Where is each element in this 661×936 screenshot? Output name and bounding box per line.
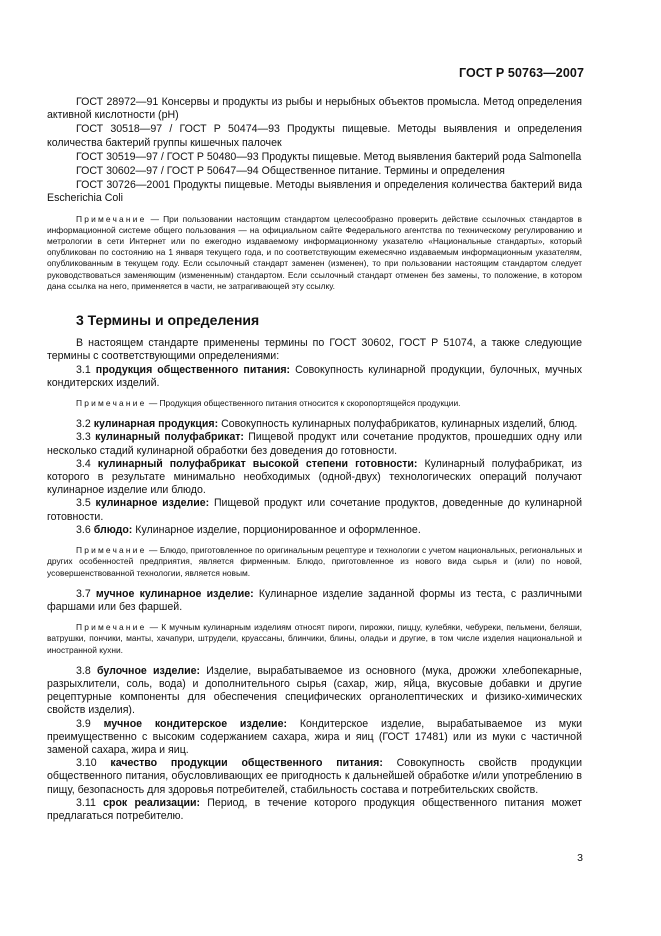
- normative-reference: ГОСТ 30726—2001 Продукты пищевые. Методы выявления и определения количества бактерий вида Escherichia Coli: [47, 179, 582, 205]
- term-text: Изделие, вырабатываемое из основного (мука, дрожжи хлебопекарные, разрыхлители, соль, вода) и дополнительного сырья (сахар, жир, яйца, вкусовые добавки и другие рецептурные компоненты для обеспечения специфических органолептических и физико-химических свойств изделия).: [47, 664, 582, 717]
- term-definition-3-8: [47, 665, 582, 718]
- term-definition-3-11: [47, 797, 582, 823]
- term-definition-3-2: [47, 418, 582, 431]
- note-text: — Продукция общественного питания относится к скоропортящейся продукции.: [148, 398, 461, 409]
- term-definition-3-6: [47, 524, 582, 537]
- section-intro: В настоящем стандарте применены термины по ГОСТ 30602, ГОСТ Р 51074, а также следующие термины с соответствующими определениями:: [47, 337, 582, 363]
- term-number: 3.2: [76, 418, 91, 431]
- term-name: кулинарный полуфабрикат высокой степени готовности:: [97, 457, 418, 470]
- note-label: Примечание: [76, 398, 147, 409]
- term-name: продукция общественного питания:: [95, 363, 291, 376]
- term-number: 3.7: [76, 587, 91, 600]
- document-code-header: ГОСТ Р 50763—2007: [458, 66, 584, 80]
- term-definition-3-7: [47, 588, 582, 614]
- normative-reference: ГОСТ 28972—91 Консервы и продукты из рыбы и нерыбных объектов промысла. Метод определения активной кислотности (рН): [47, 96, 582, 122]
- term-text: Период, в течение которого продукция общественного питания может предлагаться потребителю.: [47, 796, 582, 822]
- term-text: Кулинарное изделие заданной формы из теста, с различными фаршами или без фаршей.: [47, 587, 582, 613]
- term-text: Совокупность кулинарных полуфабрикатов, кулинарных изделий, блюд.: [218, 418, 578, 431]
- normative-reference: ГОСТ 30519—97 / ГОСТ Р 50480—93 Продукты пищевые. Метод выявления бактерий рода Salmonella: [76, 150, 582, 163]
- page-number: 3: [577, 852, 583, 864]
- term-name: блюдо:: [93, 523, 133, 536]
- term-number: 3.6: [76, 523, 91, 536]
- term-text: Кулинарное изделие, порционированное и оформленное.: [132, 523, 421, 536]
- term-number: 3.11: [76, 796, 96, 809]
- note-label: Примечание: [76, 213, 147, 224]
- note-3-7: [47, 622, 582, 656]
- term-number: 3.5: [76, 497, 91, 510]
- term-text: Совокупность свойств продукции общественного питания, обусловливающих ее пригодность к дальнейшей обработке и/или употреблению в пищу, безопасность для здоровья потребителей, стабильность состава и потребительских свойств.: [47, 757, 582, 796]
- term-definition-3-5: [47, 497, 582, 523]
- term-number: 3.9: [76, 717, 91, 730]
- term-name: кулинарная продукция:: [93, 418, 219, 431]
- page-content: [47, 96, 582, 823]
- term-name: качество продукции общественного питания:: [110, 757, 383, 770]
- term-name: кулинарный полуфабрикат:: [95, 431, 244, 444]
- term-number: 3.1: [76, 363, 91, 376]
- note-text: — При пользовании настоящим стандартом целесообразно проверить действие ссылочных стандартов в информационной системе общего пользования — на официальном сайте Федерального агентства по техническому регулированию и метрологии в сети Интернет или по ежегодно издаваемому информационному указателю «Национальные стандарты», который опубликован по состоянию на 1 января текущего года, и по соответствующим ежемесячно издаваемым информационным указателям, опубликованным в текущем году. Если ссылочный стандарт заменен (изменен), то при пользовании настоящим стандартом следует руководствоваться заменяющим (измененным) стандартом. Если ссылочный стандарт отменен без замены, то положение, в котором дана ссылка на него, применяется в части, не затрагивающей эту ссылку.: [47, 213, 583, 291]
- term-name: срок реализации:: [103, 796, 201, 809]
- term-number: 3.3: [76, 431, 91, 444]
- note-text: — Блюдо, приготовленное по оригинальным рецептуре и технологии с учетом национальных, региональных и других особенностей предприятия, является фирменным. Блюдо, приготовленное из нового вида сырья и (или) по новой, усовершенствованной технологии, является новым.: [47, 545, 583, 578]
- normative-reference: ГОСТ 30518—97 / ГОСТ Р 50474—93 Продукты пищевые. Методы выявления и определения количества бактерий группы кишечных палочек: [47, 123, 582, 149]
- note-text: — К мучным кулинарным изделиям относят пироги, пирожки, пиццу, кулебяки, чебуреки, пельмени, беляши, ватрушки, пончики, манты, хачапури, штрудели, круассаны, блинчики, блины, оладьи и другие, в том числе изделия национальной и иностранной кухни.: [47, 622, 583, 655]
- term-definition-3-4: [47, 458, 582, 498]
- note-3-6: [47, 545, 582, 579]
- section-title: 3 Термины и определения: [76, 312, 260, 329]
- term-definition-3-1: [47, 364, 582, 390]
- normative-reference: ГОСТ 30602—97 / ГОСТ Р 50647—94 Общественное питание. Термины и определения: [76, 165, 505, 178]
- note-label: Примечание: [76, 622, 147, 633]
- note-label: Примечание: [76, 545, 147, 556]
- term-text: Совокупность кулинарной продукции, булочных, мучных кондитерских изделий.: [47, 363, 582, 389]
- term-definition-3-9: [47, 718, 582, 758]
- term-name: мучное кондитерское изделие:: [103, 717, 287, 730]
- term-number: 3.8: [76, 664, 91, 677]
- term-text: Кулинарный полуфабрикат, из которого в результате минимально необходимых (одной-двух) технологических операций получают кулинарное изделие или блюдо.: [47, 457, 582, 497]
- note-references: [47, 214, 582, 292]
- term-definition-3-3: [47, 431, 582, 457]
- term-text: Кондитерское изделие, вырабатываемое из муки преимущественно с высоким содержанием сахара, жира и яиц (ГОСТ 17481) или из муки с частичной заменой сахара, жира и яиц.: [47, 717, 583, 756]
- term-name: мучное кулинарное изделие:: [95, 587, 254, 600]
- term-text: Пищевой продукт или сочетание продуктов, прошедших одну или несколько стадий кулинарной обработки без доведения до готовности.: [47, 431, 582, 457]
- term-number: 3.10: [76, 757, 97, 770]
- term-text: Пищевой продукт или сочетание продуктов, доведенные до кулинарной готовности.: [47, 497, 582, 523]
- term-name: булочное изделие:: [96, 664, 201, 677]
- term-definition-3-10: [47, 757, 582, 797]
- term-number: 3.4: [76, 457, 91, 470]
- note-3-1: [47, 398, 582, 409]
- term-name: кулинарное изделие:: [95, 497, 210, 510]
